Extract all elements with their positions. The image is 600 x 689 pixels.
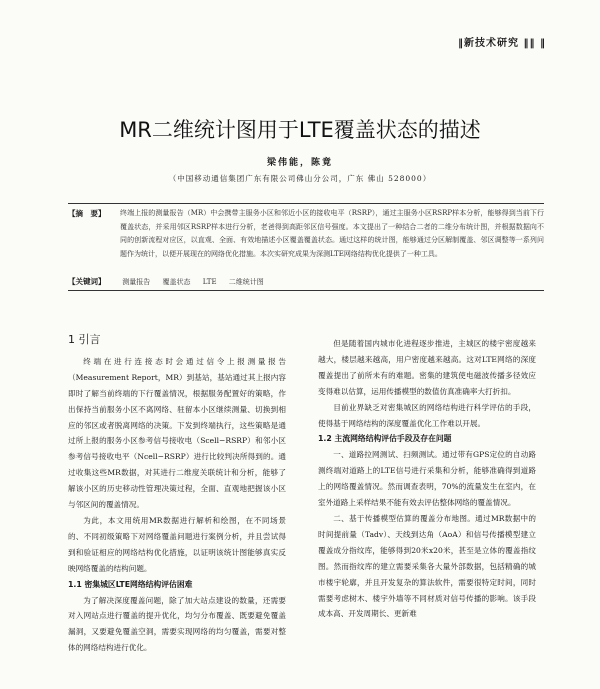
keyword: 测量报告 [122,278,151,286]
paragraph: 一、道路拉网测试、扫频测试。通过带有GPS定位的自动路测终端对道路上的LTE信号进行采集和分析，能够准确得到道路上的网络覆盖情况。然而调查表明，70%的流量发生在室内，在室外道路上采样结果不能有效去评估整体网络的覆盖情况。 [318,450,536,508]
affiliation: （中国移动通信集团广东有限公司佛山分公司，广东 佛山 528000） [168,174,432,183]
paragraph: 为此，本文用统用MR数据进行解析和绘图，在不同场景的、不同初级策略下对网络覆盖问题进行案例分析，并且尝试得到和验证相应的网络结构优化措施，以证明该统计图能够真实反映网络覆盖的结构问题。 [68,515,286,573]
keywords-label: 【关键词】 [68,277,106,286]
paragraph: 但是随着国内城市化进程逐步推进，主城区的楼宇密度越来越大，楼层越来越高，用户密度越来越高。这对LTE网络的深度覆盖提出了前所未有的难题。密集的建筑使电磁波传播多径效应变得难以估算，运用传播模型的数值仿真准确率大打折扣。 [318,339,536,396]
keywords-bottom-rule [68,290,544,291]
keyword: 覆盖状态 [162,278,191,286]
subsection-heading: 1.2 主流网络结构评估手段及存在问题 [318,434,452,444]
journal-section-tag: ‖新技术研究 ‖‖ ‖ [458,38,546,49]
paragraph: 终端在进行连接态时会通过信令上报测量报告（Measurement Report，MR）到基站，基站通过其上报内容即时了解当前终端的下行覆盖情况，根据服务配置好的策略，作出保持当前服务小区不离网络、驻留本小区继续测量、切换到相应的邻区或者脱离网络的决策。下发到终端执行，这些策略是通过所上报的服务小区参考信号接收电（Scell−RSRP）和邻小区参考信号接收电平（Ncell−RSRP）进行比较判决所得到的。通过收集这些MR数据，对其进行二维度关联统计和分析，能够了解该小区的历史移动性管理决策过程，全面、直观地把握该小区与邻区间的覆盖情况。 [68,356,286,510]
abstract-top-rule [68,203,544,204]
abstract-label: 【摘 要】 [68,209,106,218]
keywords [68,276,544,287]
subsection-heading: 1.1 密集城区LTE网络结构评估困难 [68,579,193,589]
right-column [318,336,536,622]
paragraph: 二、基于传播模型估算的覆盖分布地图。通过MR数据中的时间提前量（Tadv）、天线到达角（AoA）和信号传播模型建立覆盖成分指纹库，能够得到20米x20米，甚至是立体的覆盖指纹图。然而指纹库的建立需要采集各大量外部数据，包括精确的城市楼宇轮廓，并且开发复杂的算法软件，需要很特定时间，同时需要考虑树木、楼宇外墙等不同材质对信号传播的影响。该手段成本高、开发周期长、更新难 [318,513,536,619]
keyword: LTE [202,278,217,286]
abstract [68,207,544,261]
paragraph: 为了解决深度覆盖问题，除了加大站点建设的数量，还需要对入网站点进行覆盖的提升优化，均匀分布覆盖、既要避免覆盖漏洞，又要避免覆盖空洞，需要实现网络的均匀覆盖，需要对整体的网络结构进行优化。 [68,595,286,653]
abstract-text: 终端上报的测量报告（MR）中会携带主服务小区和邻近小区的接收电平（RSRP），通过主服务小区RSRP样本分析，能够得到当前下行覆盖状态，并采用邻区RSRP样本进行分析，老爸得到高距邻区信号强度。本文提出了一种结合二者的二维分布统计图，并根据数据向不同的创新流程对应区，以直观、全面、有效地描述小区覆盖覆盖状态。通过这样的统计图，能够通过分区解制覆盖、邻区调整等一系列问题作为统计，以便开展现在的网络优化措施。本次实研究成果为深测LTE网络结构优化提供了一种工具。 [120,209,544,258]
left-column [68,332,286,656]
authors: 梁伟能，陈竟 [266,158,333,168]
keyword: 二维统计图 [228,278,264,286]
paper-title: MR二维统计图用于LTE覆盖状态的描述 [119,118,481,143]
section-heading: 1 引言 [68,333,101,346]
paragraph: 目前业界缺乏对密集城区的网络结构进行科学评估的手段，使得基于网络结构的深度覆盖优化工作难以开展。 [318,402,536,428]
